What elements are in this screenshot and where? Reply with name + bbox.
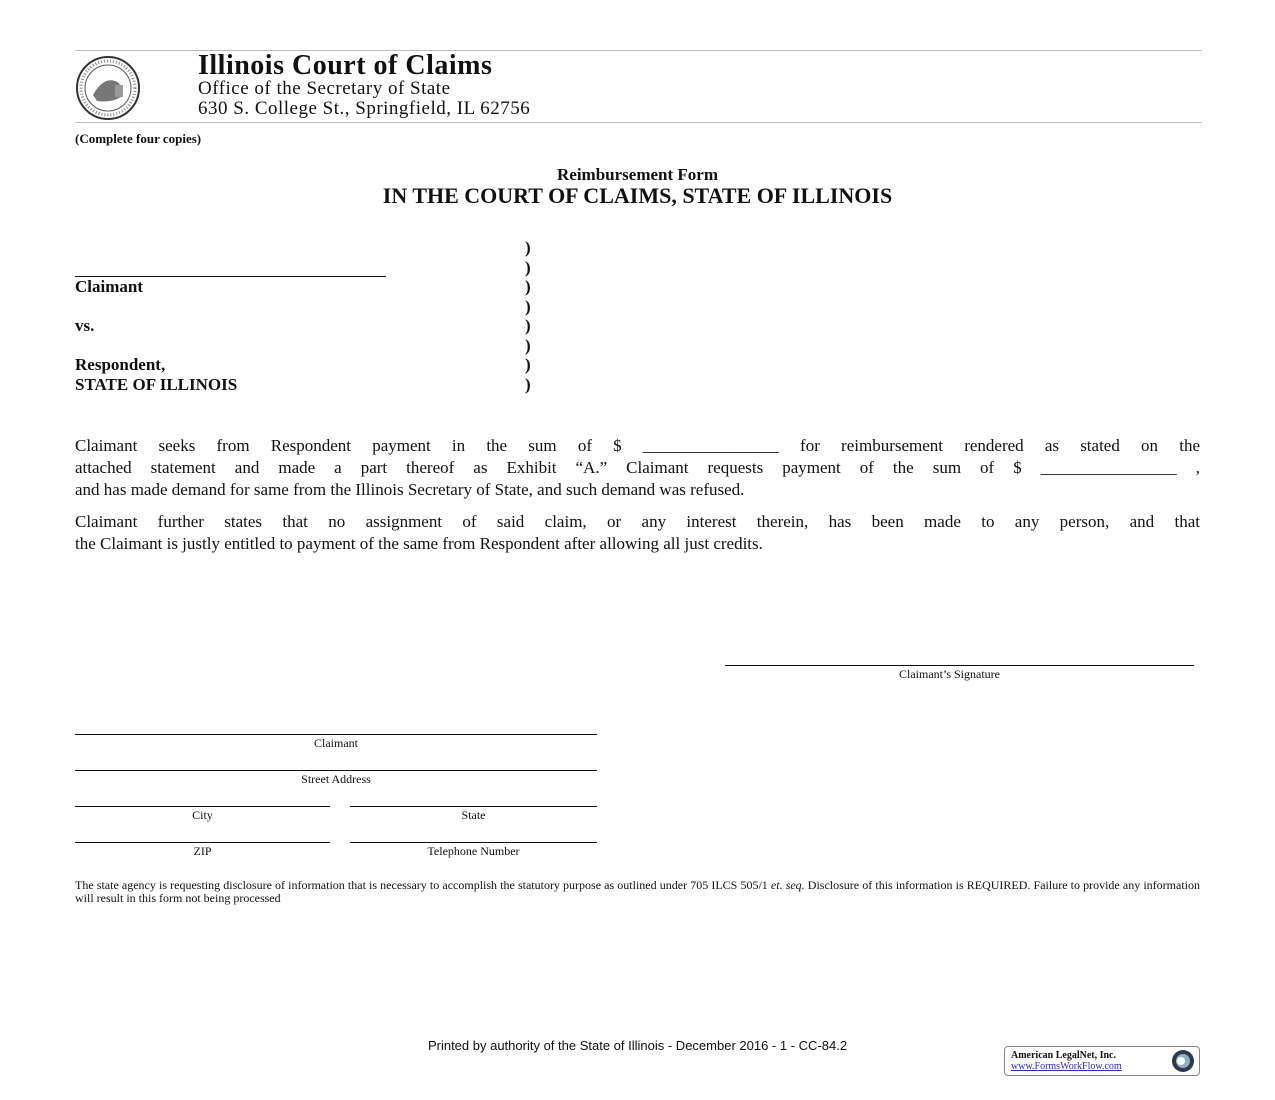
disclosure-notice	[75, 879, 1200, 905]
paragraph-1-line-1: Claimant seeks from Respondent payment in the sum of $ ________________ for reimbursement rendered as stated on the	[75, 436, 1200, 455]
paren: )	[525, 355, 531, 374]
header-office: Office of the Secretary of State	[198, 78, 451, 99]
state-field-line[interactable]	[350, 806, 597, 807]
caption-vs: vs.	[75, 316, 95, 335]
header-bottom-rule	[75, 122, 1202, 123]
caption-parentheses	[525, 238, 531, 394]
state-seal-icon	[75, 55, 141, 121]
paren: )	[525, 374, 531, 394]
city-field-line[interactable]	[75, 806, 330, 807]
paren: )	[525, 296, 531, 316]
state-field-label: State	[461, 808, 486, 822]
caption-claimant: Claimant	[75, 277, 143, 296]
paragraph-1-line-3: and has made demand for same from the Illinois Secretary of State, and such demand was refused.	[75, 480, 745, 499]
paren: )	[525, 335, 531, 355]
paren: )	[525, 257, 531, 277]
header-title: Illinois Court of Claims	[198, 50, 493, 81]
footer-text: Printed by authority of the State of Illinois - December 2016 - 1 - CC-84.2	[427, 1038, 848, 1053]
city-field-label: City	[192, 808, 213, 822]
claimant-field-line[interactable]	[75, 734, 597, 735]
disclosure-text: Disclosure of this information is REQUIRED. Failure to provide any information will result in this form not being processed	[75, 878, 1200, 905]
paren: )	[525, 316, 531, 335]
signature-line[interactable]	[725, 665, 1194, 666]
street-field-line[interactable]	[75, 770, 597, 771]
disclosure-etseq: et. seq.	[770, 878, 805, 892]
court-title: IN THE COURT OF CLAIMS, STATE OF ILLINOIS	[382, 183, 893, 208]
form-title: Reimbursement Form	[557, 165, 718, 184]
badge-company: American LegalNet, Inc.	[1011, 1050, 1116, 1061]
street-field-label: Street Address	[301, 772, 371, 786]
paragraph-2-line-2: the Claimant is justly entitled to payment of the same from Respondent after allowing all just credits.	[75, 534, 763, 553]
legalnet-badge[interactable]	[1004, 1046, 1200, 1076]
phone-field-label: Telephone Number	[427, 844, 520, 858]
instruction: (Complete four copies)	[75, 131, 202, 146]
zip-field-line[interactable]	[75, 842, 330, 843]
paren: )	[525, 277, 531, 296]
paragraph-1-line-2: attached statement and made a part thereof as Exhibit “A.” Claimant requests payment of the sum of $ ________________ ,	[75, 458, 1200, 477]
caption-respondent: Respondent,	[75, 355, 166, 374]
paren: )	[525, 238, 531, 257]
phone-field-line[interactable]	[350, 842, 597, 843]
claimant-field-label: Claimant	[314, 736, 358, 750]
caption-state: STATE OF ILLINOIS	[75, 375, 238, 394]
badge-url[interactable]: www.FormsWorkFlow.com	[1011, 1061, 1122, 1072]
signature-label: Claimant’s Signature	[899, 667, 1000, 681]
disclosure-text: The state agency is requesting disclosure of information that is necessary to accomplish the statutory purpose as outlined under 705 ILCS 505/1	[75, 878, 771, 892]
paragraph-2-line-1: Claimant further states that no assignment of said claim, or any interest therein, has been made to any person, and that	[75, 512, 1200, 531]
zip-field-label: ZIP	[193, 844, 212, 858]
globe-icon	[1171, 1049, 1195, 1073]
header-address: 630 S. College St., Springfield, IL 62756	[198, 98, 531, 119]
